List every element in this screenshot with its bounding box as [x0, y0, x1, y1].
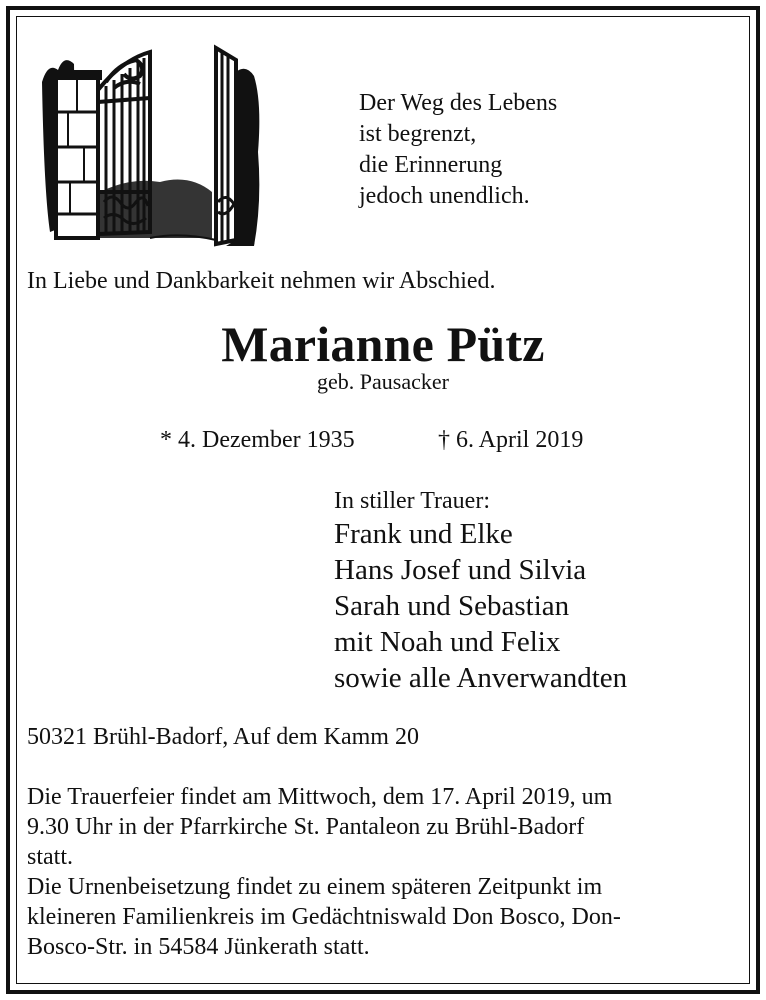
mourner-entry: Hans Josef und Silvia — [334, 554, 587, 586]
family-address: 50321 Brühl-Badorf, Auf dem Kamm 20 — [27, 724, 419, 750]
ceremony-notice — [27, 782, 727, 962]
funeral-line: statt. — [27, 844, 73, 870]
deceased-name: Marianne Pütz — [221, 316, 545, 372]
funeral-line: Die Trauerfeier findet am Mittwoch, dem 17. April 2019, um — [27, 784, 613, 810]
mourner-entry: sowie alle Anverwandten — [334, 662, 628, 694]
mourners-list — [334, 516, 627, 696]
mourners-label: In stiller Trauer: — [334, 488, 490, 514]
motto-line: jedoch unendlich. — [359, 183, 530, 209]
open-gate-icon — [40, 42, 262, 252]
birth-date: * 4. Dezember 1935 — [160, 427, 355, 453]
funeral-line: 9.30 Uhr in der Pfarrkirche St. Pantaleon zu Brühl-Badorf — [27, 814, 585, 840]
motto-line: ist begrenzt, — [359, 121, 477, 147]
urn-line: Die Urnenbeisetzung findet zu einem späteren Zeitpunkt im — [27, 874, 603, 900]
motto-line: die Erinnerung — [359, 152, 503, 178]
intro-text: In Liebe und Dankbarkeit nehmen wir Abschied. — [27, 268, 496, 294]
mourner-entry: mit Noah und Felix — [334, 626, 561, 658]
urn-line: kleineren Familienkreis im Gedächtniswald Don Bosco, Don- — [27, 904, 621, 930]
motto-poem — [359, 88, 557, 212]
urn-line: Bosco-Str. in 54584 Jünkerath statt. — [27, 934, 370, 960]
motto-line: Der Weg des Lebens — [359, 90, 558, 116]
death-date: † 6. April 2019 — [438, 427, 584, 453]
mourner-entry: Sarah und Sebastian — [334, 590, 570, 622]
maiden-name: geb. Pausacker — [317, 369, 449, 394]
mourner-entry: Frank und Elke — [334, 518, 513, 550]
